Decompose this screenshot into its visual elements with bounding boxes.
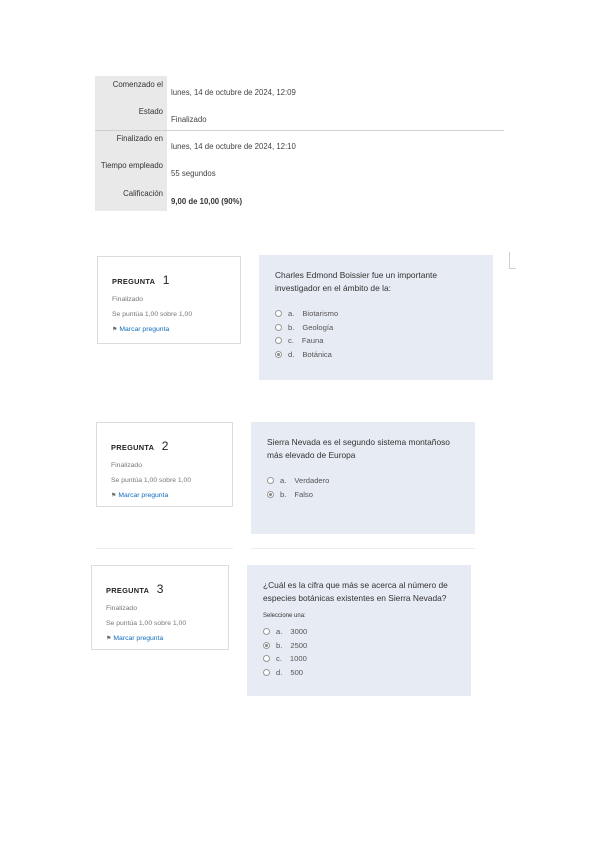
flag-icon: ⚑: [112, 327, 118, 333]
radio-button[interactable]: [263, 655, 270, 662]
question-1-heading: [112, 271, 226, 289]
answer-option[interactable]: [263, 666, 455, 680]
question-2-content: [251, 422, 475, 534]
question-text: Sierra Nevada es el segundo sistema montañoso más elevado de Europa: [267, 437, 450, 460]
question-1-content: [259, 255, 493, 380]
answer-text: Botánica: [302, 349, 332, 359]
answer-text: Geología: [302, 322, 334, 332]
answer-letter: c.: [288, 336, 294, 346]
answer-option[interactable]: [275, 307, 477, 321]
question-label: PREGUNTA: [106, 586, 150, 595]
time-label: Tiempo empleado: [95, 157, 167, 185]
answer-letter: a.: [288, 309, 295, 319]
answer-letter: a.: [276, 627, 283, 637]
summary-row-finished: [95, 130, 504, 157]
radio-button[interactable]: [267, 477, 274, 484]
question-score: Se puntúa 1,00 sobre 1,00: [112, 311, 193, 318]
radio-button[interactable]: [263, 628, 270, 635]
select-prompt: Seleccione una:: [263, 613, 306, 619]
summary-row-time: [95, 157, 504, 185]
question-number: 3: [156, 582, 164, 596]
radio-button-checked[interactable]: [267, 491, 274, 498]
question-3-content: [247, 565, 471, 696]
grade-value: 9,00 de 10,00 (90%): [171, 197, 243, 206]
question-3-heading: [106, 580, 214, 598]
question-3-info: [91, 565, 229, 650]
answer-text: 3000: [290, 627, 308, 637]
radio-button-checked[interactable]: [263, 642, 270, 649]
attempt-summary-table: [95, 76, 504, 211]
question-score: Se puntúa 1,00 sobre 1,00: [111, 477, 192, 484]
answer-option-selected[interactable]: [267, 488, 459, 502]
question-number: 2: [161, 439, 169, 453]
section-separator: [96, 548, 233, 549]
question-1-info: [97, 256, 241, 344]
state-label: Estado: [95, 103, 167, 130]
answer-text: Verdadero: [294, 476, 330, 486]
started-label: Comenzado el: [95, 76, 167, 103]
answer-option[interactable]: [275, 321, 477, 335]
answer-text: Biotarismo: [302, 309, 339, 319]
section-separator: [251, 548, 475, 549]
radio-button[interactable]: [275, 337, 282, 344]
answer-letter: b.: [276, 640, 283, 650]
answer-list: [263, 625, 455, 679]
answer-option-selected[interactable]: [263, 639, 455, 653]
corner-marker: [509, 252, 516, 269]
answer-option[interactable]: [263, 652, 455, 666]
question-text: Charles Edmond Boissier fue un importante investigador en el ámbito de la:: [275, 270, 437, 293]
answer-list: [267, 474, 459, 501]
answer-option[interactable]: [263, 625, 455, 639]
flag-label: Marcar pregunta: [118, 492, 169, 499]
question-text: ¿Cuál es la cifra que más se acerca al número de especies botánicas existentes en Sierra Nevada?: [263, 580, 448, 603]
answer-list: [275, 307, 477, 361]
flag-question-link[interactable]: [112, 326, 226, 333]
flag-label: Marcar pregunta: [113, 635, 164, 642]
answer-text: Falso: [294, 489, 313, 499]
question-state: Finalizado: [112, 296, 143, 303]
radio-button-checked[interactable]: [275, 351, 282, 358]
answer-option[interactable]: [275, 334, 477, 348]
question-score: Se puntúa 1,00 sobre 1,00: [106, 620, 187, 627]
started-value: lunes, 14 de octubre de 2024, 12:09: [171, 88, 296, 97]
answer-letter: c.: [276, 654, 282, 664]
flag-icon: ⚑: [111, 493, 117, 499]
summary-row-state: [95, 103, 504, 130]
answer-text: 500: [290, 667, 304, 677]
answer-text: 1000: [289, 654, 307, 664]
question-2-heading: [111, 437, 218, 455]
answer-letter: d.: [288, 349, 295, 359]
question-state: Finalizado: [106, 605, 137, 612]
summary-row-started: [95, 76, 504, 103]
answer-letter: d.: [276, 667, 283, 677]
radio-button[interactable]: [263, 669, 270, 676]
answer-letter: b.: [288, 322, 295, 332]
answer-letter: b.: [280, 489, 287, 499]
question-label: PREGUNTA: [112, 277, 156, 286]
finished-label: Finalizado en: [95, 130, 167, 157]
state-value: Finalizado: [171, 115, 207, 124]
answer-option-selected[interactable]: [275, 348, 477, 362]
answer-option[interactable]: [267, 474, 459, 488]
grade-label: Calificación: [95, 185, 167, 211]
question-label: PREGUNTA: [111, 443, 155, 452]
time-value: 55 segundos: [171, 169, 216, 178]
flag-icon: ⚑: [106, 636, 112, 642]
answer-text: 2500: [290, 640, 308, 650]
row-divider: [95, 130, 504, 131]
finished-value: lunes, 14 de octubre de 2024, 12:10: [171, 142, 296, 151]
summary-row-grade: [95, 185, 504, 211]
radio-button[interactable]: [275, 310, 282, 317]
flag-question-link[interactable]: [106, 635, 214, 642]
radio-button[interactable]: [275, 324, 282, 331]
question-2-info: [96, 422, 233, 507]
flag-question-link[interactable]: [111, 492, 218, 499]
flag-label: Marcar pregunta: [119, 326, 170, 333]
answer-letter: a.: [280, 476, 287, 486]
question-state: Finalizado: [111, 462, 142, 469]
answer-text: Fauna: [301, 336, 324, 346]
question-number: 1: [162, 273, 170, 287]
